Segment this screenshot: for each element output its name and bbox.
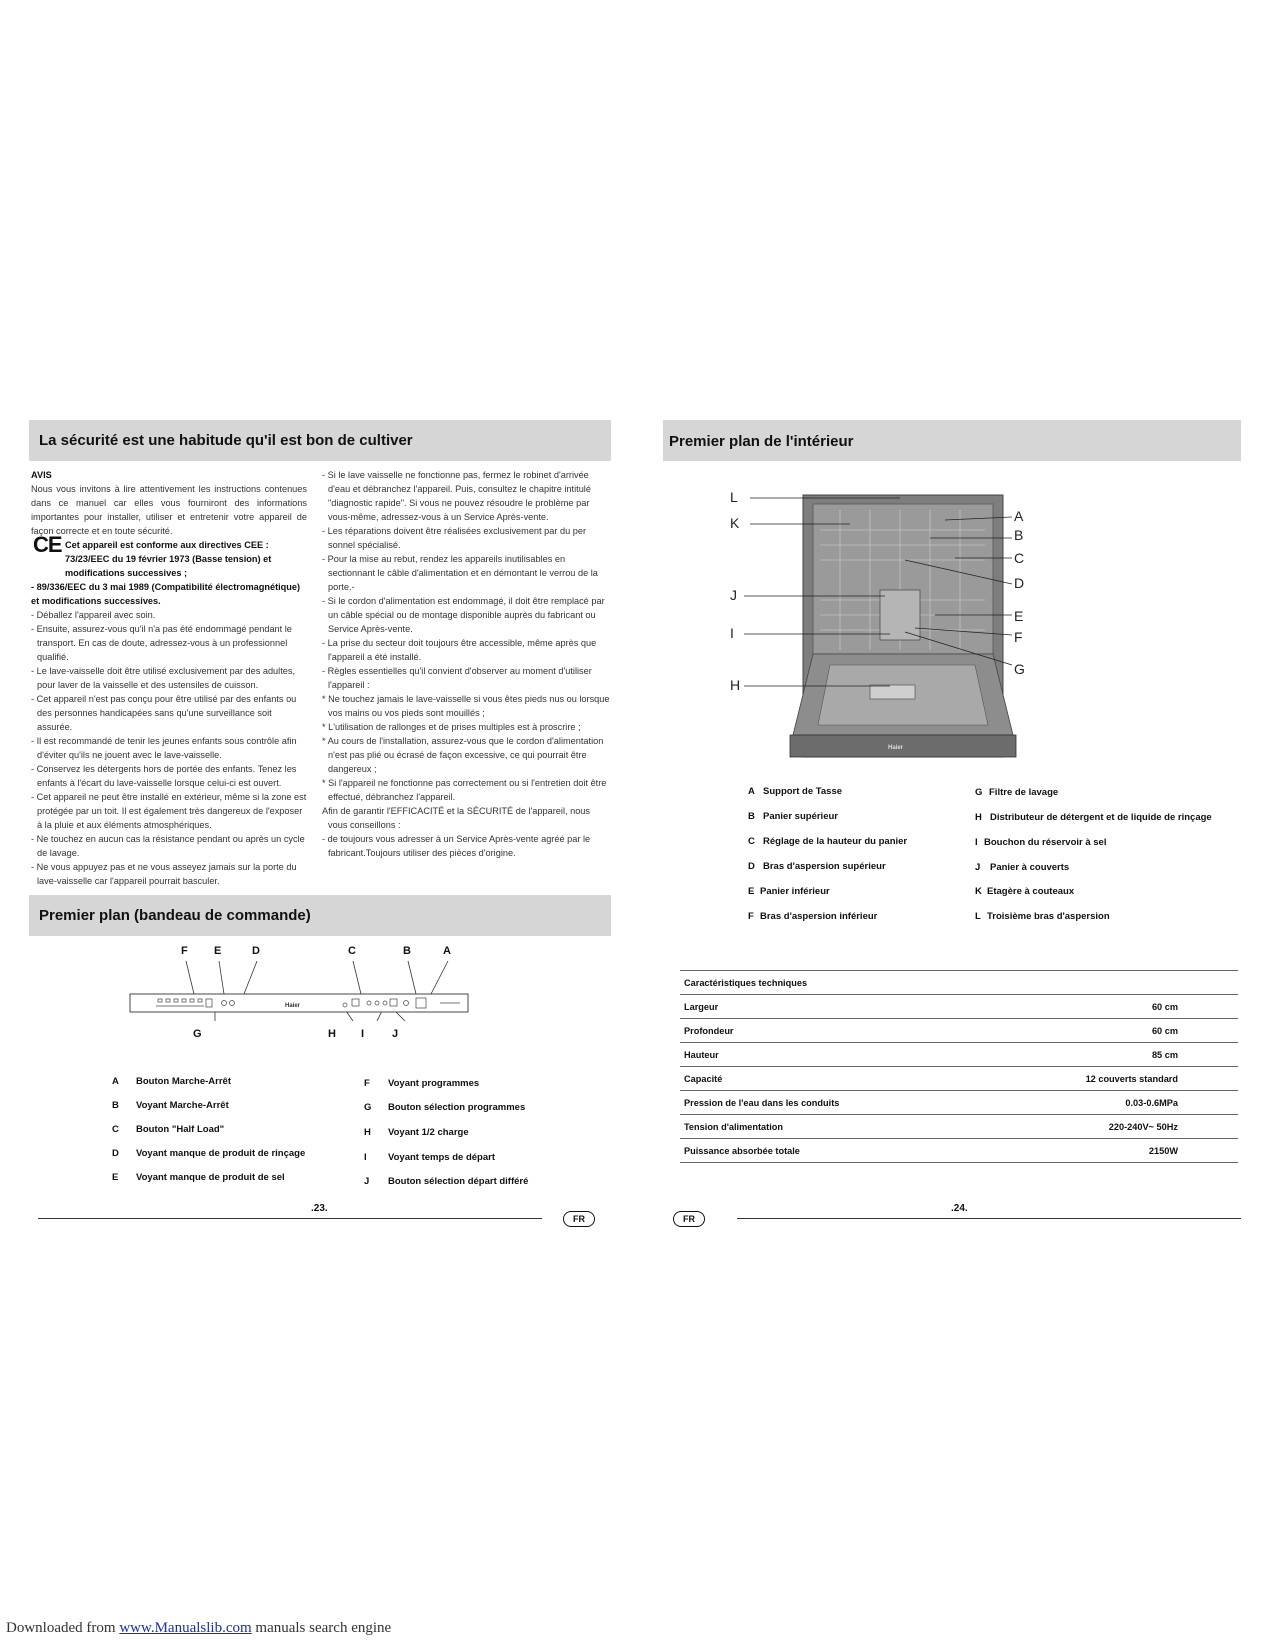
- interior-label-K: K: [730, 515, 740, 531]
- legend-item: D Bras d'aspersion supérieur: [748, 861, 886, 872]
- spec-value: 0.03-0.6MPa: [965, 1091, 1238, 1115]
- panel-banner: [29, 895, 611, 936]
- interior-label-J: J: [730, 587, 737, 603]
- safety-list-2: [322, 468, 610, 860]
- legend-item: I Voyant temps de départ: [364, 1152, 495, 1163]
- spec-label: Profondeur: [680, 1019, 965, 1043]
- legend-item: B Voyant Marche-Arrêt: [112, 1100, 229, 1111]
- legend-item: E Voyant manque de produit de sel: [112, 1172, 285, 1183]
- panel-drawing: [120, 959, 480, 1029]
- specs-table: [680, 970, 1238, 1163]
- lang-badge-right: FR: [673, 1211, 705, 1227]
- spec-value: 85 cm: [965, 1043, 1238, 1067]
- specs-header-row: [680, 971, 1238, 995]
- interior-label-F: F: [1014, 629, 1023, 645]
- specs-title: Caractéristiques techniques: [680, 971, 965, 995]
- panel-label-J: J: [392, 1028, 399, 1040]
- spec-label: Pression de l'eau dans les conduits: [680, 1091, 965, 1115]
- interior-label-E: E: [1014, 608, 1024, 624]
- panel-label-B: B: [403, 945, 411, 957]
- specs-row: [680, 995, 1238, 1019]
- safety-column-2: [322, 468, 610, 860]
- safety-list-1: [31, 608, 307, 888]
- footer-rule-left: [38, 1218, 542, 1219]
- interior-label-H: H: [730, 677, 741, 693]
- safety-paragraph: * Ne touchez jamais le lave-vaisselle si vous êtes pieds nus ou lorsque vos mains ou vos pieds sont mouillés ;: [322, 694, 610, 718]
- page-number-left: .23.: [311, 1203, 328, 1214]
- legend-item: A Support de Tasse: [748, 786, 843, 797]
- panel-label-I: I: [361, 1028, 365, 1040]
- specs-row: [680, 1067, 1238, 1091]
- spec-value: 220-240V~ 50Hz: [965, 1115, 1238, 1139]
- safety-paragraph: - Ne touchez en aucun cas la résistance pendant ou après un cycle de lavage.: [31, 834, 305, 858]
- safety-paragraph: - Cet appareil ne peut être installé en extérieur, même si la zone est protégée par un toit. Il est également très dangereux de l'exposer à la pluie et aux éléments atmosphériques.: [31, 792, 307, 830]
- safety-banner: [29, 420, 611, 461]
- safety-paragraph: - de toujours vous adresser à un Service Après-vente agréé par le fabricant.Toujours utiliser des pièces d'origine.: [322, 834, 591, 858]
- lang-badge-left: FR: [563, 1211, 595, 1227]
- ce-text-2: - 89/336/EEC du 3 mai 1989 (Compatibilité électromagnétique) et modifications successives.: [31, 582, 301, 606]
- download-footer: Downloaded from www.Manualslib.com manuals search engine: [6, 1620, 392, 1636]
- spec-value: 60 cm: [965, 1019, 1238, 1043]
- safety-paragraph: - Cet appareil n'est pas conçu pour être utilisé par des enfants ou des personnes handicapées sans qu'une surveillance soit assurée.: [31, 694, 297, 732]
- panel-label-F: F: [181, 945, 188, 957]
- legend-item: F Bras d'aspersion inférieur: [748, 911, 878, 922]
- safety-paragraph: - Ne vous appuyez pas et ne vous asseyez jamais sur la porte du lave-vaisselle car l'appareil pourrait basculer.: [31, 862, 297, 886]
- safety-paragraph: - La prise du secteur doit toujours être accessible, même après que l'appareil a été installé.: [322, 638, 597, 662]
- safety-paragraph: - Règles essentielles qu'il convient d'observer au moment d'utiliser l'appareil :: [322, 666, 592, 690]
- legend-item: L Troisième bras d'aspersion: [975, 911, 1110, 922]
- ce-mark-icon: CE: [33, 532, 62, 557]
- safety-paragraph: - Conservez les détergents hors de portée des enfants. Tenez les enfants à l'écart du lave-vaisselle lorsque celui-ci est ouvert.: [31, 764, 297, 788]
- legend-item: A Bouton Marche-Arrêt: [112, 1076, 232, 1087]
- spec-label: Tension d'alimentation: [680, 1115, 965, 1139]
- interior-label-G: G: [1014, 661, 1025, 677]
- specs-row: [680, 1019, 1238, 1043]
- safety-column-1: [31, 468, 307, 888]
- panel-brand: Haier: [285, 1003, 301, 1009]
- panel-label-A: A: [443, 945, 451, 957]
- spec-value: 12 couverts standard: [965, 1067, 1238, 1091]
- legend-item: G Filtre de lavage: [975, 787, 1059, 798]
- dishwasher-drawing: [730, 490, 1080, 770]
- safety-paragraph: - Pour la mise au rebut, rendez les appareils inutilisables en sectionnant le câble d'alimentation et en démontant le verrou de la porte.-: [322, 554, 598, 592]
- specs-row: [680, 1091, 1238, 1115]
- interior-label-D: D: [1014, 575, 1025, 591]
- interior-banner-title: Premier plan de l'intérieur: [669, 433, 854, 450]
- manualslib-link[interactable]: www.Manualslib.com: [119, 1620, 252, 1636]
- legend-item: J Bouton sélection départ différé: [364, 1176, 529, 1187]
- spec-label: Largeur: [680, 995, 965, 1019]
- legend-item: C Bouton "Half Load": [112, 1124, 225, 1135]
- panel-label-H: H: [328, 1028, 336, 1040]
- legend-item: I Bouchon du réservoir à sel: [975, 837, 1107, 848]
- interior-label-B: B: [1014, 527, 1024, 543]
- avis-title: AVIS: [31, 470, 52, 480]
- safety-paragraph: - Il est recommandé de tenir les jeunes enfants sous contrôle afin d'éviter qu'ils ne jouent avec le lave-vaisselle.: [31, 736, 297, 760]
- legend-item: G Bouton sélection programmes: [364, 1102, 526, 1113]
- spec-value: 2150W: [965, 1139, 1238, 1163]
- panel-label-G: G: [193, 1028, 202, 1040]
- interior-banner: [663, 420, 1241, 461]
- page-number-right: .24.: [951, 1203, 968, 1214]
- ce-text: Cet appareil est conforme aux directives CEE : 73/23/EEC du 19 février 1973 (Basse tension) et modifications successives ;: [65, 540, 272, 578]
- legend-item: B Panier supérieur: [748, 811, 838, 822]
- legend-item: C Réglage de la hauteur du panier: [748, 836, 908, 847]
- safety-banner-title: La sécurité est une habitude qu'il est bon de cultiver: [39, 432, 413, 449]
- legend-item: E Panier inférieur: [748, 886, 830, 897]
- legend-item: J Panier à couverts: [975, 862, 1070, 873]
- footer-rule-right: [737, 1218, 1241, 1219]
- panel-label-D: D: [252, 945, 260, 957]
- safety-paragraph: * Au cours de l'installation, assurez-vous que le cordon d'alimentation n'est pas plié ou écrasé de façon excessive, ce qui pourrait être dangereux ;: [322, 736, 604, 774]
- control-panel-diagram: [120, 945, 480, 1055]
- interior-label-I: I: [730, 625, 734, 641]
- legend-item: K Etagère à couteaux: [975, 886, 1075, 897]
- spec-label: Hauteur: [680, 1043, 965, 1067]
- interior-label-C: C: [1014, 550, 1025, 566]
- interior-label-L: L: [730, 489, 738, 505]
- spec-value: 60 cm: [965, 995, 1238, 1019]
- specs-row: [680, 1043, 1238, 1067]
- safety-paragraph: - Ensuite, assurez-vous qu'il n'a pas été endommagé pendant le transport. En cas de doute, adressez-vous à un professionnel qualifié.: [31, 624, 292, 662]
- legend-item: H Voyant 1/2 charge: [364, 1127, 469, 1138]
- interior-brand: Haier: [888, 745, 904, 751]
- safety-paragraph: - Les réparations doivent être réalisées exclusivement par du per sonnel spécialisé.: [322, 526, 587, 550]
- safety-paragraph: - Si le cordon d'alimentation est endommagé, il doit être remplacé par un câble spécial ou de montage disponible auprès du fabricant ou Service Après-vente.: [322, 596, 605, 634]
- safety-paragraph: * L'utilisation de rallonges et de prises multiples est à proscrire ;: [322, 722, 581, 732]
- ce-block: [31, 532, 307, 580]
- spec-label: Capacité: [680, 1067, 965, 1091]
- legend-item: D Voyant manque de produit de rinçage: [112, 1148, 306, 1159]
- avis-text: Nous vous invitons à lire attentivement les instructions contenues dans ce manuel car elles vous fourniront des informations importantes pour installer, utiliser et entretenir votre appareil de façon correcte et en toute sécurité.: [31, 484, 307, 536]
- safety-paragraph: * Si l'appareil ne fonctionne pas correctement ou si l'entretien doit être effectué, débranchez l'appareil.: [322, 778, 607, 802]
- safety-paragraph: - Si le lave vaisselle ne fonctionne pas, fermez le robinet d'arrivée d'eau et débranchez l'appareil. Puis, consultez le chapitre intitulé "diagnostic rapide". Si vous ne pouvez résoudre le problème par vous-même, adressez-vous à un Service Après-vente.: [322, 470, 591, 522]
- legend-item: H Distributeur de détergent et de liquide de rinçage: [975, 812, 1212, 823]
- panel-label-C: C: [348, 945, 356, 957]
- interior-diagram: [730, 490, 1080, 770]
- panel-banner-title: Premier plan (bandeau de commande): [39, 907, 311, 924]
- interior-label-A: A: [1014, 508, 1024, 524]
- legend-item: F Voyant programmes: [364, 1078, 480, 1089]
- safety-paragraph: - Le lave-vaisselle doit être utilisé exclusivement par des adultes, pour laver de la vaisselle et des ustensiles de cuisson.: [31, 666, 296, 690]
- safety-paragraph: Afin de garantir l'EFFICACITÉ et la SÉCURITÉ de l'appareil, nous vous conseillons :: [322, 806, 591, 830]
- specs-row: [680, 1139, 1238, 1163]
- specs-row: [680, 1115, 1238, 1139]
- safety-paragraph: - Déballez l'appareil avec soin.: [31, 610, 156, 620]
- spec-label: Puissance absorbée totale: [680, 1139, 965, 1163]
- panel-label-E: E: [214, 945, 222, 957]
